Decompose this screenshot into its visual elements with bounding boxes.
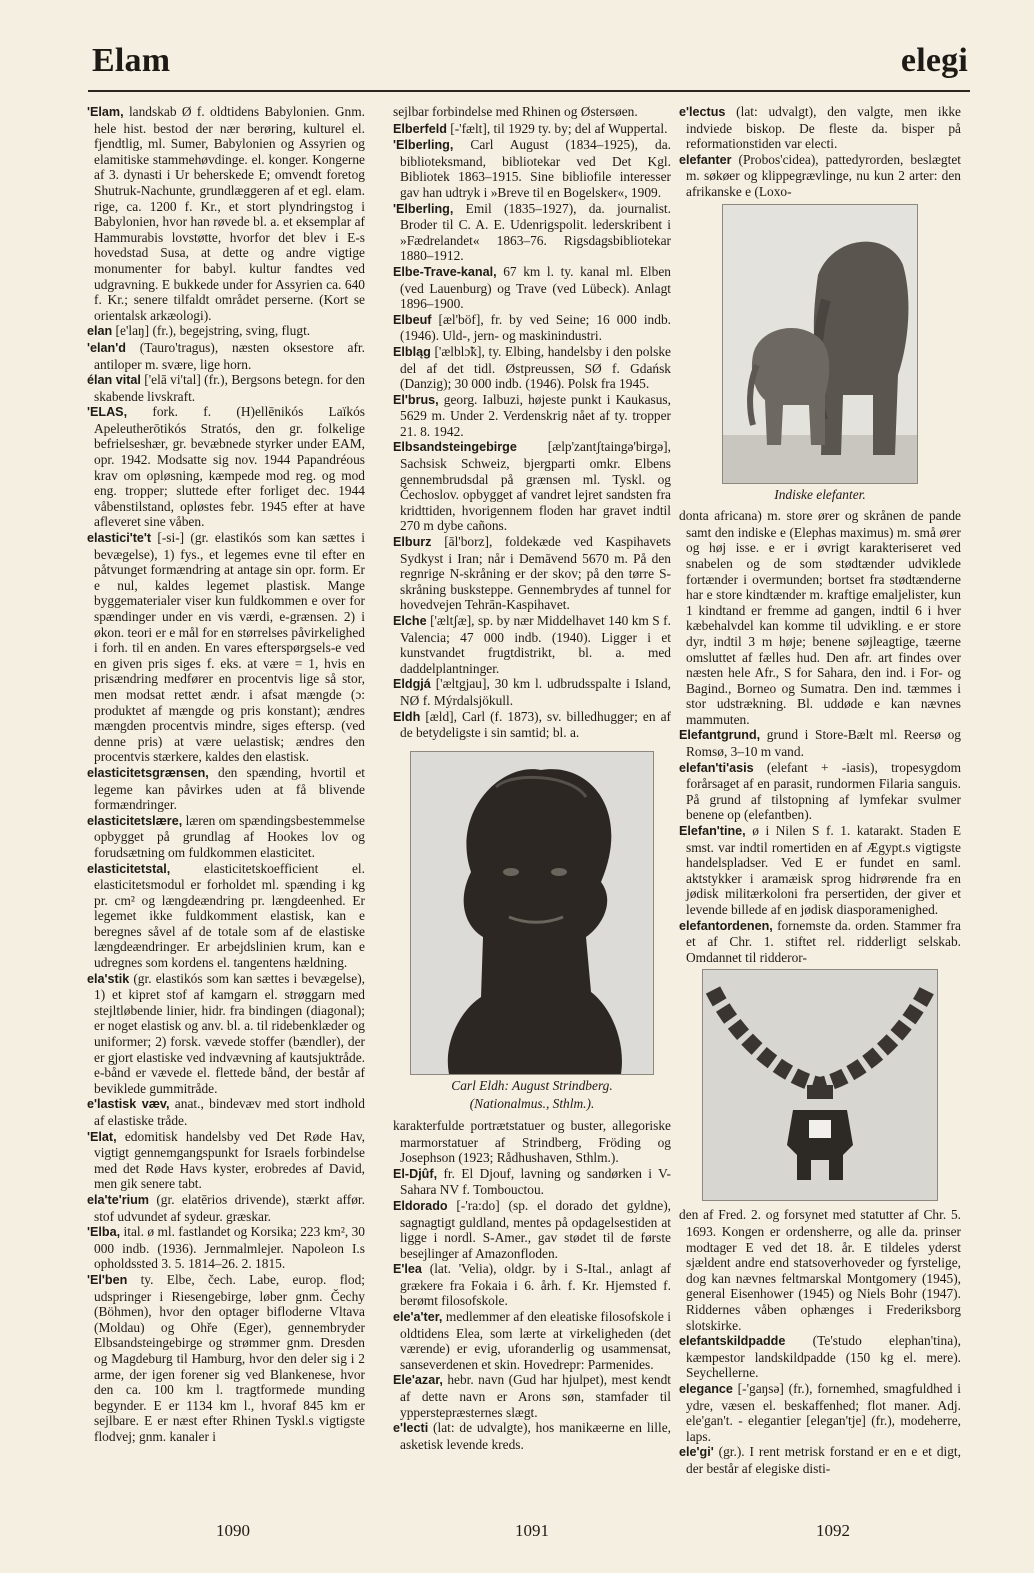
entry-text: karakterfulde portrætstatuer og buster, allegoriske marmorstatuer af Strindberg, Fröding og Josephson (1923; Rådhushaven, Sthlm.).: [393, 1117, 671, 1166]
entry-headword: E'lea: [393, 1262, 422, 1277]
entry-text: ty. Elbe, čech. Labe, europ. flod; udspringer i Riesengebirge, løber gnm. Čechy (Böhmen), hvor den optager bifloderne Vltava (Moldau) og Ohře (Eger), gennembryder Elbsandsteingebirge og strømmer gnm. Dresden og Magdeburg til Hamburg, hvor den deler sig i 2 arme, der igen forener sig ved Blankenese, hvor den ca. 100 km l. tragtformede munding begynder. E er 1134 km l., hvoraf 845 km er sejlbare. E er næst efter Rhinen Tyskl.s vigtigste flodvej; gnm. kanaler i: [94, 1271, 365, 1444]
entry-text: [æld], Carl (f. 1873), sv. billedhugger; en af de betydeligste i sin samtid; bl. a.: [400, 708, 671, 741]
entry-headword: ele'gi': [679, 1445, 714, 1460]
column-2: [393, 104, 671, 1452]
entry-text: ital. ø ml. fastlandet og Korsika; 223 km², 30 000 indb. (1936). Jernmalmlejer. Napoleon I.s opholdssted 3. 5. 1814–26. 2. 1815.: [94, 1224, 365, 1272]
dictionary-entry: [393, 534, 671, 613]
entry-headword: 'Elba,: [87, 1225, 121, 1240]
entry-headword: 'Elam,: [87, 105, 124, 119]
dictionary-entry: [393, 439, 671, 534]
elephant-order-figure: [679, 969, 961, 1201]
entry-headword: Eldorado: [393, 1198, 448, 1213]
entry-headword: elasticitetstal,: [87, 861, 171, 876]
bust-caption-line2: (Nationalmus., Sthlm.).: [469, 1096, 595, 1112]
entry-text: fork. f. (H)ellēnikós Laïkós Apeleutherōtikós Stratós, den gr. folkelige befrielseshær, gr. bevæbnede styrker under EAM, opr. 1942. Modsatte sig nov. 1944 Papandréous krav om opløsning, kæmpede mod reg. og mod eng. tropper; sluttede efter forliget dec. 1944 våbenstilstand, opløstes febr. 1945 efter at have afleveret sine våben.: [94, 404, 365, 530]
dictionary-entry: [393, 1261, 671, 1309]
entry-text: (lat: de udvalgte), hos manikæerne en lille, asketisk levende kreds.: [400, 1420, 671, 1452]
dictionary-entry: [87, 104, 365, 323]
entry-text: [-si-] (gr. elastikós som kan sættes i bevægelse), 1) fys., et legemes evne til efter en påtvunget formændring at antage sin opr. form. Er e nul, kaldes legemet plastisk. Mange byggematerialer viser kun fuldkommen e over for spændinger under en vis værdi, e-grænsen. 2) i økon. teori er e mål for en størrelses påvirkelighed i forh. til en anden. En vares efterspørgsels-e ved en given pris siges f. eks. at være = 1, hvis en prisændring medfører en procentvis lige så stor, men modsat rettet ændr. i afsat mængde (ɔ: produktet af mængde og pris konstant); ændres mængden procentvis mindre, siges eftersp. (ved denne pris) at være uelastisk; ændres den procentvis stærkere, kaldes den elastisk.: [94, 530, 365, 765]
entry-headword: elegance: [679, 1381, 733, 1396]
entry-text: Carl August (1834–1925), da. biblioteksmand, bibliotekar ved Det Kgl. Bibliotek 1863–1915. Sine bibliofile interesser gav han udtryk i »Breve til en Bogelsker«, 1909.: [400, 137, 671, 200]
entry-text: (lat. 'Velia), oldgr. by i S-Ital., anlagt af grækere fra Fokaia i 6. årh. f. Kr. Hjemsted f. berømt filosofskole.: [400, 1261, 671, 1309]
dictionary-entry: [679, 152, 961, 200]
dictionary-entry: [393, 676, 671, 708]
entry-text: (gr.). I rent metrisk forstand er en e et digt, der består af elegiske disti-: [686, 1444, 961, 1476]
dictionary-entry: [679, 1333, 961, 1381]
entry-text: (Probos'cidea), pattedyrorden, beslægtet m. søkøer og klippegrævlinge, nu kun 2 arter: den afrikanske e (Loxo-: [686, 151, 961, 199]
entry-headword: elefan'ti'asis: [679, 760, 754, 775]
page-number-left: 1090: [216, 1521, 250, 1540]
entry-text: elasticitetskoefficient el. elasticitetsmodul er forholdet ml. spænding i kg pr. cm² og længdeændring pr. længdeenhed. Er legemet ikke fuldkomment elastisk, kan e beregnes såvel af de totale som af de elastiske længdeændringer. Er arbejdslinien krum, kan e udregnes som kordens el. tangentens hældning.: [94, 860, 365, 971]
entry-text: edomitisk handelsby ved Det Røde Hav, vigtigt gennemgangspunkt for Israels forbindelse med det Røde Havs kyster, erobredes af David, men gik senere tabt.: [94, 1128, 365, 1192]
entry-text: 67 km l. ty. kanal ml. Elben (ved Lauenburg) og Trave (ved Lübeck). Anlagt 1896–1900.: [400, 263, 671, 312]
header-rule: [88, 90, 970, 92]
entry-text: [e'laŋ] (fr.), begejstring, sving, flugt.: [112, 323, 311, 339]
dictionary-entry: [393, 104, 671, 121]
entry-headword: Elefan'tine,: [679, 824, 746, 839]
entry-headword: Elefantgrund,: [679, 728, 761, 743]
elephants-caption: Indiske elefanter.: [774, 486, 866, 502]
entry-text: læren om spændingsbestemmelse opbygget på grundlag af Hookes lov og forudsætning om fuldkommen elasticitet.: [94, 812, 365, 860]
entry-headword: e'lectus: [679, 105, 726, 119]
page-number-middle: 1091: [515, 1521, 549, 1540]
dictionary-entry: [393, 201, 671, 264]
entry-headword: Elche: [393, 614, 427, 628]
entry-text: fornemste da. orden. Stammer fra et af Chr. 1. stiftet rel. ridderligt selskab. Omdannet til ridderor-: [686, 917, 961, 965]
running-head-left: Elam: [92, 42, 171, 79]
entry-text: anat., bindevæv med stort indhold af elastiske tråde.: [94, 1096, 365, 1128]
entry-headword: Elburz: [393, 535, 432, 550]
dictionary-entry: [393, 709, 671, 741]
dictionary-entry: [87, 861, 365, 971]
entry-text: (elefant + -iasis), tropesygdom forårsaget af en parasit, rundormen Filaria sanguis. På grund af tilstopning af lymfekar svulmer benene op (elefantben).: [686, 759, 961, 823]
entry-text: donta africana) m. store ører og skrånen de pande samt den indiske e (Elephas maximus) m. små ører og høj isse. e er i øvrigt karakteriseret ved snabelen og de som stødtænder udviklede fortænder i overmunden; bortset fra stødtænderne har e store kindtænder m. kraftige emaljelister, kun 1 kindtand er fremme ad gangen, indtil 6 i hver kæbehalvdel kan komme til udvikling. e er store dyr, indtil 3 m høje; benene søjleagtige, tæerne omsluttet af fælles hud. Den afr. art findes over næsten hele Afr., S for Sahara, den ind. i For- og Bagind., Borneo og Sumatra. Den ind. tæmmes i stor udstrækning. Bl. uddøde e kan nævnes mammuten.: [679, 508, 961, 727]
column-2-bottom: [393, 1118, 671, 1452]
entry-text: sejlbar forbindelse med Rhinen og Østersøen.: [393, 104, 638, 119]
dictionary-entry: [393, 1118, 671, 1166]
entry-text: (Te'studo elephan'tina), kæmpestor landskildpadde (150 kg el. mere). Seychellerne.: [686, 1333, 961, 1381]
entry-headword: Elbsandsteingebirge: [393, 440, 517, 455]
entry-headword: elastici'te't: [87, 531, 152, 546]
strindberg-bust-photo: [410, 751, 654, 1075]
entry-headword: ela'stik: [87, 971, 130, 986]
dictionary-entry: [679, 727, 961, 759]
entry-headword: Ele'azar,: [393, 1373, 443, 1388]
dictionary-entry: [87, 1224, 365, 1272]
dictionary-entry: [87, 813, 365, 861]
entry-text: [æl'böf], fr. by ved Seine; 16 000 indb. (1946). Uld-, jern- og maskinindustri.: [400, 311, 671, 344]
entry-text: fr. El Djouf, lavning og sandørken i V-Sahara NV f. Tombouctou.: [400, 1165, 671, 1198]
dictionary-entry: [87, 765, 365, 813]
entry-headword: elefantordenen,: [679, 918, 773, 933]
column-1: [87, 104, 365, 1444]
dictionary-entry: [87, 1096, 365, 1128]
column-2-top: [393, 104, 671, 741]
dictionary-entry: [393, 1309, 671, 1372]
dictionary-entry: [87, 1129, 365, 1192]
entry-text: ['æltgjau], 30 km l. udbrudsspalte i Island, NØ f. Mýrdalsjökull.: [400, 676, 671, 708]
entry-text: den af Fred. 2. og forsynet med statutter af Chr. 5. 1693. Kongen er ordensherre, og alle da. prinser modtager E ved det 18. år. E tildeles yderst sjældent andre end statsoverhoveder og fyrstelige, dog kan nævnes feltmarskal Montgomery (1945), general Eisenhower (1945) og Niels Bohr (1947). Riddernes våben ophænges i Frederiksborg slotskirke.: [679, 1207, 961, 1333]
elephant-order-photo: [702, 969, 938, 1201]
entry-headword: Elbląg: [393, 344, 431, 359]
dictionary-entry: [393, 312, 671, 344]
entry-headword: El'brus,: [393, 392, 439, 407]
entry-text: ['ælblɔ̃k], ty. Elbing, handelsby i den polske del af det tidl. Østpreussen, SØ f. Gdańsk (Danzig); 30 000 indb. (1946). Polsk fra 1945.: [400, 343, 671, 392]
entry-text: hebr. navn (Gud har hjulpet), mest kendt af dette navn er Arons søn, stamfader til ypperstepræsternes slægt.: [400, 1372, 671, 1420]
column-3-mid: [679, 508, 961, 965]
dictionary-entry: [393, 1198, 671, 1261]
dictionary-entry: [393, 121, 671, 138]
dictionary-entry: [679, 1207, 961, 1333]
column-3-bottom: [679, 1207, 961, 1476]
dictionary-entry: [87, 323, 365, 340]
dictionary-entry: [87, 1192, 365, 1224]
strindberg-bust-figure: [393, 751, 671, 1112]
dictionary-entry: [393, 264, 671, 312]
dictionary-entry: [679, 760, 961, 823]
dictionary-entry: [87, 372, 365, 404]
dictionary-entry: [393, 344, 671, 392]
entry-headword: 'elan'd: [87, 340, 126, 355]
entry-headword: elasticitetsgrænsen,: [87, 765, 209, 780]
dictionary-entry: [87, 404, 365, 530]
entry-text: ø i Nilen S f. 1. katarakt. Staden E smst. var indtil romertiden en af Ægypt.s vigtigste handelspladser. Ved E er fundet en saml. aktstykker i aramæisk sprog hidrørende fra en jødisk militærkoloni fra persertiden, der giver et levende billede af en jødisk diasporamenighed.: [686, 823, 961, 917]
dictionary-entry: [393, 1166, 671, 1198]
entry-text: [-'gaŋsə] (fr.), fornemhed, smagfuldhed i ydre, væsen el. beskaffenhed; flot maner. Adj. ele'gan't. - elegantier [elegan'tje] (fr.), modeherre, laps.: [686, 1380, 961, 1444]
entry-headword: élan vital: [87, 373, 141, 388]
entry-headword: 'ELAS,: [87, 405, 128, 420]
column-3: [679, 104, 961, 1476]
entry-headword: elefanter: [679, 152, 732, 167]
entry-text: grund i Store-Bælt ml. Reersø og Romsø, 3–10 m vand.: [686, 727, 961, 760]
entry-headword: ele'a'ter,: [393, 1310, 443, 1325]
entry-text: [-'ra:do] (sp. el dorado det gyldne), sagnagtigt guldland, mentes på opdagelsestiden at ligge i nordl. S-Amer., gav stødet til de første besejlinger af Amazonfloden.: [400, 1197, 671, 1261]
entry-text: den spænding, hvortil et legeme kan påvirkes uden at få blivende formændringer.: [94, 764, 365, 813]
entry-headword: 'Elat,: [87, 1129, 117, 1144]
dictionary-entry: [679, 104, 961, 152]
entry-text: landskab Ø f. oldtidens Babylonien. Gnm. hele hist. bestod der nær berøring, kulturel el. fjendtlig, ml. Sumer, Babylonien og Assyrien og elamitiske stammehøvdinge. el. konger. Kongerne af 3. dynasti i Ur beherskede E; omvendt foretog Shutruk-Nachunte, grundlæggeren af et egl. elam. rige, ca. 1200 f. Kr., et stort plyndringstog i Babylonien, hvor han røvede bl. a. et eksemplar af Hammurabis lovstøtte, hvorfor det blev i E-s hovedstad Susa, at dette og andre vigtige monumenter for babyl. kultur fandtes ved udgravning. E bukkede under for Assyrien ca. 640 f. Kr.; senere tilfaldt området perserne. (Kort se orientalsk arkæologi).: [94, 104, 365, 323]
dictionary-entry: [393, 1420, 671, 1452]
entry-headword: Eldh: [393, 709, 421, 724]
entry-text: (Tauro'tragus), næsten oksestore afr. antiloper m. svære, lige horn.: [94, 339, 365, 372]
dictionary-entry: [393, 137, 671, 200]
entry-headword: ela'te'rium: [87, 1192, 149, 1207]
dictionary-entry: [393, 613, 671, 676]
dictionary-entry: [679, 508, 961, 727]
entry-text: (gr. elastikós som kan sættes i bevægelse), 1) et kipret stof af kamgarn el. strøggarn med stejltløbende linier, hidr. fra bindingen (diagonal); er noget elastisk og anv. bl. a. til ridebenklæder og uniformer; 2) forsk. vævede stoffer (bændler), der er gjort elastiske ved indvævning af kautsjuktråde. e-bånd er vævede el. flettede bånd, der består af beviklede gummitråde.: [94, 970, 365, 1096]
dictionary-entry: [679, 1444, 961, 1476]
entry-text: medlemmer af den eleatiske filosofskole i oldtidens Elea, som lærte at virkeligheden (det værende) er evig, uforanderlig og usammensat, sanseverdenen et skin. Hovedrepr: Parmenides.: [400, 1309, 671, 1372]
running-head-right: elegi: [900, 42, 968, 79]
entry-headword: elefantskildpadde: [679, 1334, 786, 1349]
dictionary-entry: [87, 340, 365, 372]
dictionary-entry: [679, 823, 961, 918]
dictionary-entry: [87, 971, 365, 1097]
entry-text: [-'fælt], til 1929 ty. by; del af Wuppertal.: [446, 120, 668, 136]
dictionary-entry: [679, 918, 961, 966]
entry-headword: elasticitetslære,: [87, 813, 183, 828]
dictionary-entry: [679, 1381, 961, 1444]
entry-headword: Elbe-Trave-kanal,: [393, 264, 497, 279]
bust-caption-line1: Carl Eldh: August Strindberg.: [451, 1077, 613, 1093]
entry-headword: Elberfeld: [393, 121, 447, 136]
entry-headword: Eldgjá: [393, 677, 431, 692]
dictionary-entry: [393, 392, 671, 440]
entry-headword: 'El'ben: [87, 1272, 128, 1287]
entry-headword: 'Elberling,: [393, 138, 454, 153]
dictionary-entry: [393, 1372, 671, 1420]
entry-text: ['æltʃæ], sp. by nær Middelhavet 140 km S f. Valencia; 47 000 indb. (1940). Ligger i et kunstvandet frugtdistrikt, bl. a. med daddelplantninger.: [400, 613, 671, 676]
entry-text: ['elā vi'tal] (fr.), Bergsons betegn. for den skabende livskraft.: [94, 372, 365, 404]
entry-text: georg. Ialbuzi, højeste punkt i Kaukasus, 5629 m. Under 2. Verdenskrig nået af ty. tropper 21. 8. 1942.: [400, 391, 671, 439]
entry-text: [ælp'zantʃtaingə'birgə], Sachsisk Schweiz, bjergparti omkr. Elbens gennembrudsdal på grænsen ml. Tyskl. og Čechoslov. opbygget af vandret lejret sandsten fra kridttiden, hvorigennem floden har gravet indtil 270 m dybe cañons.: [400, 439, 671, 534]
page-number-right: 1092: [816, 1521, 850, 1540]
entry-headword: e'lecti: [393, 1421, 429, 1436]
entry-headword: elan: [87, 324, 113, 339]
entry-headword: El-Djûf,: [393, 1166, 438, 1181]
entry-text: [āl'borz], foldekæde ved Kaspihavets Sydkyst i Iran; når i Demāvend 5670 m. På den regnrige N-skråning er der skov; på den tørre S-skråning busksteppe. Gennembrydes af tunnel for hovedvejen Tehrān-Kaspihavet.: [400, 534, 671, 613]
entry-headword: Elbeuf: [393, 312, 432, 327]
entry-text: (lat: udvalgt), den valgte, men ikke indviede biskop. De fleste da. bisper på reformationstiden var electi.: [686, 104, 961, 152]
elephants-figure: [679, 204, 961, 503]
entry-text: (gr. elatērios drivende), stærkt affør. stof udvundet af sydeur. græskar.: [94, 1191, 365, 1224]
entry-text: Emil (1835–1927), da. journalist. Broder til C. A. E. Udenrigspolit. lederskribent i »Fædrelandet« 1863–76. Rigsdagsbibliotekar 1880–1912.: [400, 200, 671, 264]
dictionary-entry: [87, 1272, 365, 1445]
column-3-top: [679, 104, 961, 200]
elephants-photo: [722, 204, 918, 484]
entry-headword: 'Elberling,: [393, 201, 454, 216]
entry-headword: e'lastisk væv,: [87, 1097, 170, 1112]
dictionary-entry: [87, 530, 365, 765]
